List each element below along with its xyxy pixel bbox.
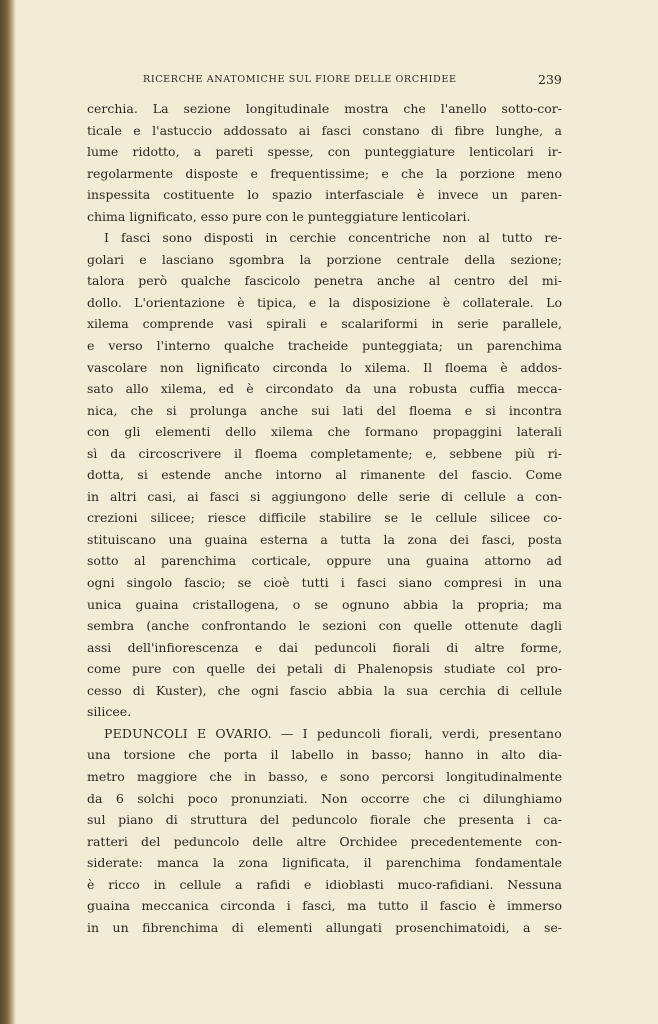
- text-line: sul piano di struttura del peduncolo fiorale che presenta i ca-: [87, 812, 562, 828]
- text-line: xilema comprende vasi spirali e scalariformi in serie parallele,: [87, 316, 562, 332]
- text-line: crezioni silicee; riesce difficile stabilire se le cellule silicee co-: [87, 510, 562, 526]
- running-header: RICERCHE ANATOMICHE SUL FIORE DELLE ORCHIDEE: [143, 74, 457, 85]
- text-line: sato allo xilema, ed è circondato da una robusta cuffia mecca-: [87, 381, 562, 397]
- text-line: vascolare non lignificato circonda lo xilema. Il floema è addos-: [87, 359, 562, 375]
- book-binding-edge: [0, 0, 16, 1024]
- body-text: [87, 98, 562, 938]
- text-line: lume ridotto, a pareti spesse, con punteggiature lenticolari ir-: [87, 144, 562, 160]
- text-line: una torsione che porta il labello in basso; hanno in alto dia-: [87, 747, 562, 763]
- text-line: con gli elementi dello xilema che formano propaggini laterali: [87, 424, 562, 440]
- text-line: dotta, si estende anche intorno al rimanente del fascio. Come: [87, 467, 562, 483]
- text-line: e verso l'interno qualche tracheide punteggiata; un parenchima: [87, 338, 562, 354]
- text-line: sì da circoscrivere il floema completamente; e, sebbene più ri-: [87, 445, 562, 461]
- text-line: inspessita costituente lo spazio interfasciale è invece un paren-: [87, 187, 562, 203]
- text-line: assi dell'infiorescenza e dai peduncoli fiorali di altre forme,: [87, 639, 562, 655]
- text-line: sembra (anche confrontando le sezioni con quelle ottenute dagli: [87, 618, 562, 634]
- text-line: in un fibrenchima di elementi allungati prosenchimatoidi, a se-: [87, 919, 562, 935]
- text-line: talora però qualche fascicolo penetra anche al centro del mi-: [87, 273, 562, 289]
- text-line: ogni singolo fascio; se cioè tutti i fasci siano compresi in una: [87, 575, 562, 591]
- text-line: siderate: manca la zona lignificata, il parenchima fondamentale: [87, 855, 562, 871]
- text-line: ratteri del peduncolo delle altre Orchidee precedentemente con-: [87, 833, 562, 849]
- text-line: regolarmente disposte e frequentissime; e che la porzione meno: [87, 165, 562, 181]
- text-line: cerchia. La sezione longitudinale mostra che l'anello sotto-cor-: [87, 101, 562, 116]
- text-line: chima lignificato, esso pure con le punteggiature lenticolari.: [87, 208, 471, 224]
- section-heading-line: PEDUNCOLI E OVARIO. — I peduncoli fiorali, verdi, presentano: [104, 725, 562, 741]
- text-line: guaina meccanica circonda i fasci, ma tutto il fascio è immerso: [87, 898, 562, 914]
- text-line: unica guaina cristallogena, o se ognuno abbia la propria; ma: [87, 596, 562, 612]
- text-line: metro maggiore che in basso, e sono percorsi longitudinalmente: [87, 768, 562, 784]
- text-line: ticale e l'astuccio addossato ai fasci constano di fibre lunghe, a: [87, 122, 562, 138]
- text-line: silicee.: [87, 704, 132, 720]
- text-line: sotto al parenchima corticale, oppure una guaina attorno ad: [87, 553, 562, 569]
- text-line: dollo. L'orientazione è tipica, e la disposizione è collaterale. Lo: [87, 294, 562, 310]
- text-line: in altri casi, ai fasci si aggiungono delle serie di cellule a con-: [87, 488, 562, 504]
- text-line: è ricco in cellule a rafidi e idioblasti muco-rafidiani. Nessuna: [87, 876, 562, 892]
- text-line: cesso di Kuster), che ogni fascio abbia la sua cerchia di cellule: [87, 682, 562, 698]
- text-line: come pure con quelle dei petali di Phalenopsis studiate col pro-: [87, 661, 562, 677]
- text-line: da 6 solchi poco pronunziati. Non occorre che ci dilunghiamo: [87, 790, 562, 806]
- page-number: 239: [538, 72, 562, 87]
- text-line: I fasci sono disposti in cerchie concentriche non al tutto re-: [104, 230, 562, 246]
- text-line: golari e lasciano sgombra la porzione centrale della sezione;: [87, 251, 562, 267]
- text-line: stituiscano una guaina esterna a tutta la zona dei fasci, posta: [87, 531, 562, 547]
- text-line: nica, che si prolunga anche sui lati del floema e si incontra: [87, 402, 562, 418]
